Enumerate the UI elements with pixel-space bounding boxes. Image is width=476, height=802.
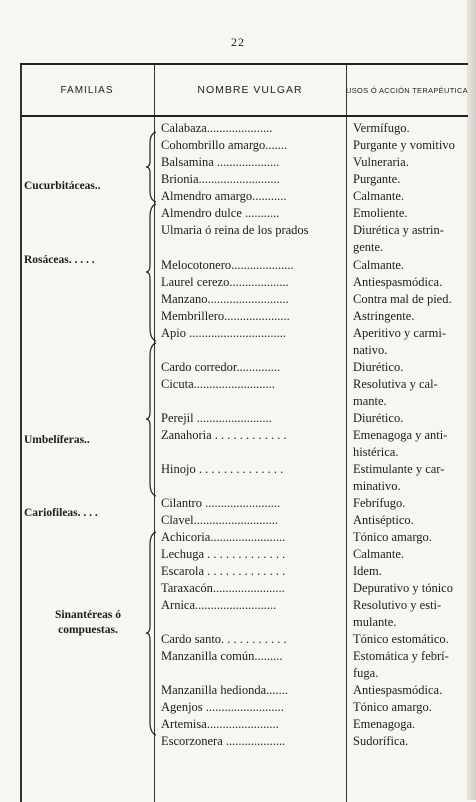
page-edge: [467, 0, 476, 800]
plant-name: Almendro amargo...........: [161, 189, 287, 203]
family-cariofileas: Cariofileas. . . .: [24, 507, 98, 519]
table-row: [20, 597, 468, 614]
table-row: [20, 393, 468, 410]
plant-name: Cicuta..........................: [161, 377, 275, 391]
therapeutic-use: Astringente.: [353, 309, 415, 323]
table-row: [20, 444, 468, 461]
plant-name: Cardo santo. . . . . . . . . . .: [161, 632, 287, 646]
plant-name: Almendro dulce ...........: [161, 206, 280, 220]
therapeutic-use: Calmante.: [353, 258, 405, 272]
table-row: [20, 495, 468, 512]
therapeutic-use: Contra mal de pied.: [353, 292, 452, 306]
plant-name: Arnica..........................: [161, 598, 277, 612]
therapeutic-use: Tónico amargo.: [353, 700, 432, 714]
therapeutic-use: Emoliente.: [353, 206, 408, 220]
therapeutic-use: Purgante y vomitivo: [353, 138, 455, 152]
plant-name: Apio ...............................: [161, 326, 286, 340]
table-row: [20, 427, 468, 444]
therapeutic-use: Tónico amargo.: [353, 530, 432, 544]
table-row: [20, 257, 468, 274]
table-row: [20, 274, 468, 291]
plant-name: Taraxacón.......................: [161, 581, 285, 595]
table-row: [20, 733, 468, 750]
therapeutic-use: Vulneraria.: [353, 155, 409, 169]
header-usos: USOS Ó ACCIÓN TERAPÉUTICA: [346, 85, 468, 95]
plant-name: Manzanilla hedionda.......: [161, 683, 289, 697]
table-row: [20, 529, 468, 546]
table-row: [20, 665, 468, 682]
table-row: [20, 154, 468, 171]
therapeutic-use: mante.: [353, 394, 387, 408]
plant-name: Balsamina ....................: [161, 155, 280, 169]
therapeutic-use: Diurético.: [353, 360, 404, 374]
table-row: [20, 171, 468, 188]
therapeutic-use: Estimulante y car-: [353, 462, 445, 476]
plant-name: Escarola . . . . . . . . . . . . .: [161, 564, 286, 578]
therapeutic-use: Calmante.: [353, 547, 405, 561]
table-row: [20, 120, 468, 137]
therapeutic-use: Emenagoga y anti-: [353, 428, 448, 442]
family-sinantereas-line-1: Sinantéreas ó: [55, 609, 121, 621]
therapeutic-use: Calmante.: [353, 189, 405, 203]
table-row: [20, 461, 468, 478]
table-row: [20, 188, 468, 205]
table-row: [20, 648, 468, 665]
table-row: [20, 631, 468, 648]
table-row: [20, 308, 468, 325]
therapeutic-use: Idem.: [353, 564, 382, 578]
therapeutic-use: Estomática y febrí-: [353, 649, 449, 663]
plant-name: Manzano..........................: [161, 292, 289, 306]
therapeutic-use: Sudorífica.: [353, 734, 409, 748]
remedies-table: [20, 63, 468, 802]
header-nombre-vulgar: NOMBRE VULGAR: [197, 84, 303, 96]
plant-name: Lechuga . . . . . . . . . . . . .: [161, 547, 286, 561]
table-row: [20, 410, 468, 427]
table-row: [20, 478, 468, 495]
table-row: [20, 563, 468, 580]
table-row: [20, 682, 468, 699]
plant-name: Agenjos .........................: [161, 700, 284, 714]
therapeutic-use: Resolutivo y esti-: [353, 598, 442, 612]
family-cucurbitaceas: Cucurbitáceas..: [24, 180, 101, 192]
plant-name: Hinojo . . . . . . . . . . . . . .: [161, 462, 284, 476]
therapeutic-use: histérica.: [353, 445, 399, 459]
plant-name: Membrillero.....................: [161, 309, 290, 323]
therapeutic-use: Emenagoga.: [353, 717, 416, 731]
table-row: [20, 137, 468, 154]
plant-name: Laurel cerezo...................: [161, 275, 289, 289]
therapeutic-use: minativo.: [353, 479, 401, 493]
therapeutic-use: Aperitivo y carmi-: [353, 326, 447, 340]
plant-name: Clavel...........................: [161, 513, 279, 527]
plant-name: Cilantro ........................: [161, 496, 281, 510]
table-row: [20, 512, 468, 529]
therapeutic-use: Vermífugo.: [353, 121, 410, 135]
therapeutic-use: mulante.: [353, 615, 397, 629]
table-row: [20, 699, 468, 716]
table-row: [20, 342, 468, 359]
therapeutic-use: Febrífugo.: [353, 496, 406, 510]
therapeutic-use: Depurativo y tónico: [353, 581, 453, 595]
plant-name: Artemisa.......................: [161, 717, 279, 731]
table-row: [20, 580, 468, 597]
therapeutic-use: Antiespasmódica.: [353, 275, 443, 289]
plant-name: Calabaza.....................: [161, 121, 273, 135]
therapeutic-use: Antiespasmódica.: [353, 683, 443, 697]
therapeutic-use: Diurética y astrin-: [353, 223, 444, 237]
plant-name: Cardo corredor..............: [161, 360, 281, 374]
plant-name: Manzanilla común.........: [161, 649, 283, 663]
therapeutic-use: Resolutiva y cal-: [353, 377, 438, 391]
plant-name: Zanahoria . . . . . . . . . . . .: [161, 428, 287, 442]
plant-name: Ulmaria ó reina de los prados: [161, 223, 309, 237]
therapeutic-use: Tónico estomático.: [353, 632, 449, 646]
plant-name: Melocotonero....................: [161, 258, 294, 272]
table-row: [20, 291, 468, 308]
therapeutic-use: nativo.: [353, 343, 388, 357]
table-row: [20, 239, 468, 256]
therapeutic-use: gente.: [353, 240, 384, 254]
header-familias: FAMILIAS: [60, 84, 114, 96]
family-sinantereas-line-2: compuestas.: [58, 624, 118, 636]
therapeutic-use: fuga.: [353, 666, 379, 680]
table-row: [20, 546, 468, 563]
plant-name: Cohombrillo amargo.......: [161, 138, 288, 152]
plant-name: Perejil ........................: [161, 411, 272, 425]
therapeutic-use: Diurético.: [353, 411, 404, 425]
table-row: [20, 359, 468, 376]
therapeutic-use: Antiséptico.: [353, 513, 414, 527]
table-row: [20, 716, 468, 733]
header-rule: [20, 115, 468, 117]
therapeutic-use: Purgante.: [353, 172, 401, 186]
family-umbeliferas: Umbelíferas..: [24, 434, 90, 446]
table-row: [20, 614, 468, 631]
plant-name: Escorzonera ...................: [161, 734, 286, 748]
plant-name: Achicoria........................: [161, 530, 286, 544]
page-number: 22: [231, 35, 245, 49]
family-rosaceas: Rosáceas. . . . .: [24, 254, 95, 266]
table-row: [20, 325, 468, 342]
table-row: [20, 205, 468, 222]
table-row: [20, 222, 468, 239]
table-row: [20, 376, 468, 393]
plant-name: Brionia..........................: [161, 172, 280, 186]
